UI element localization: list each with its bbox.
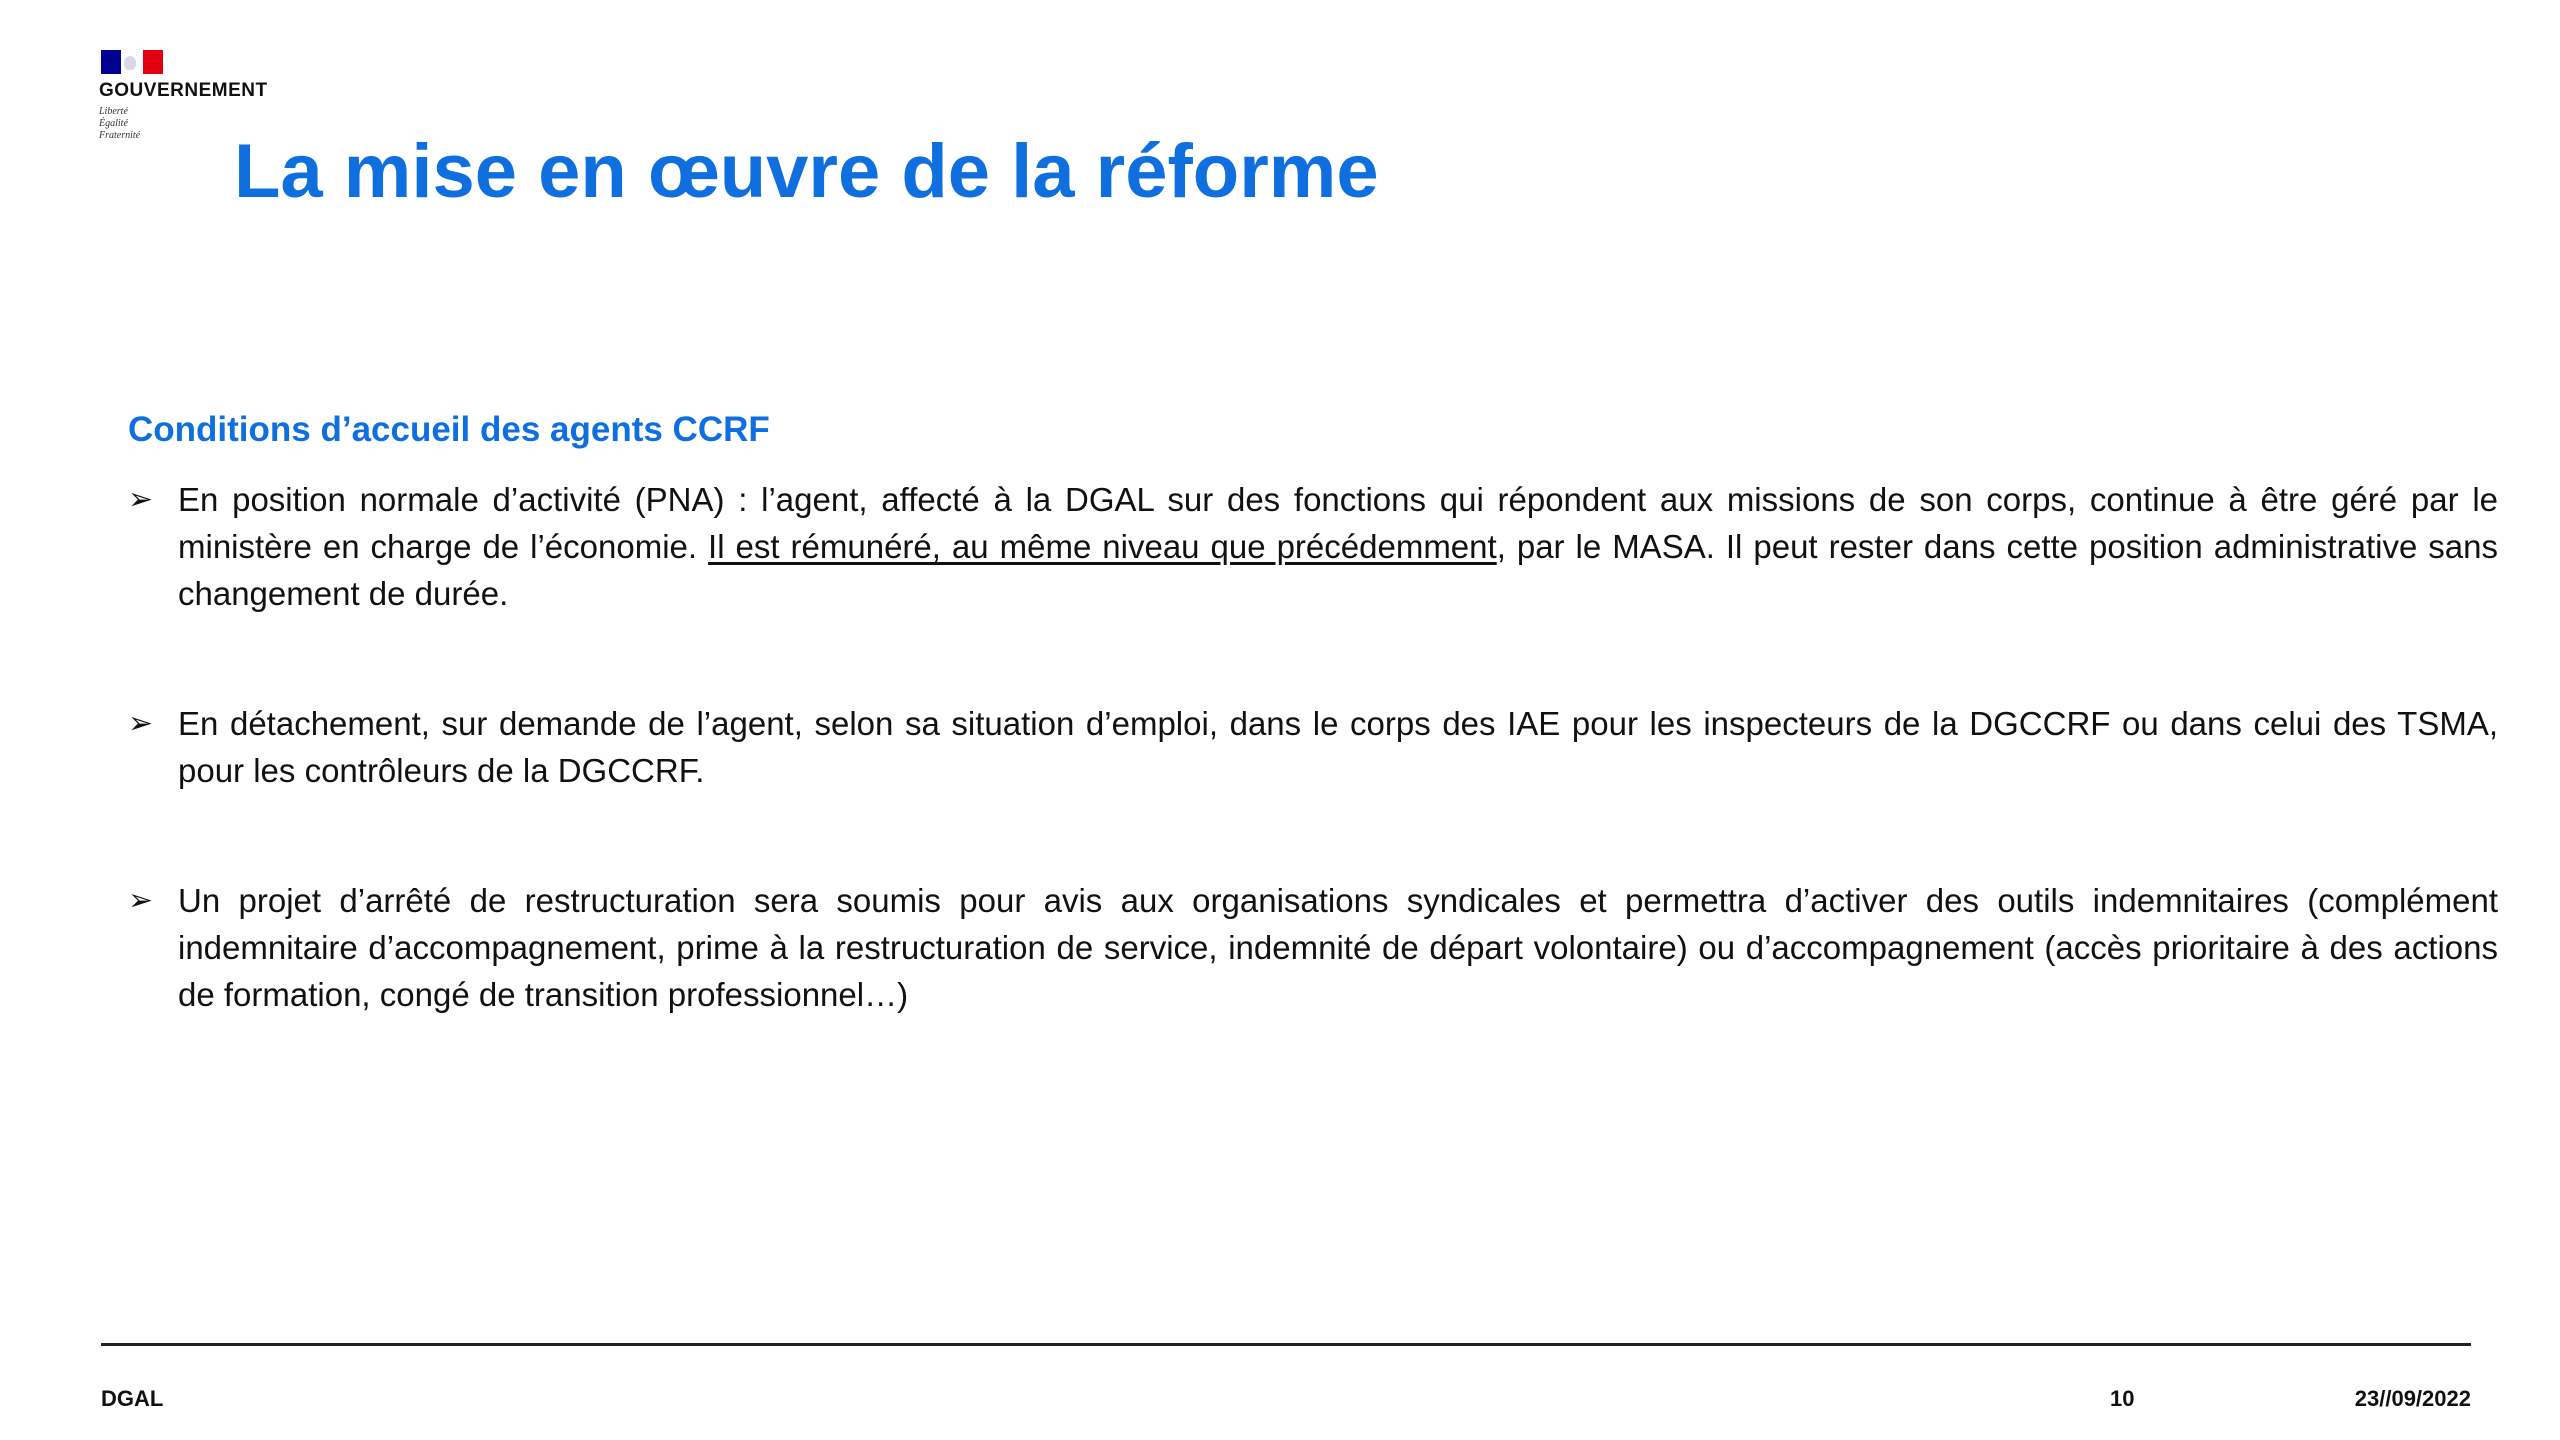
footer-divider bbox=[101, 1343, 2471, 1346]
bullet-restructuration-text: Un projet d’arrêté de restructuration sera soumis pour avis aux organisations syndicales et permettra d’activer des outils indemnitaires (complément indemnitaire d’accompagnement, prime à la restructuration de service, indemnité de départ volontaire) ou d’accompagnement (accès prioritaire à des actions de formation, congé de transition professionnel…) bbox=[178, 882, 2498, 1013]
arrow-bullet-icon: ➢ bbox=[128, 707, 154, 740]
bullet-detachement-text: En détachement, sur demande de l’agent, selon sa situation d’emploi, dans le corps des IAE pour les inspecteurs de la DGCCRF ou dans celui des TSMA, pour les contrôleurs de la DGCCRF. bbox=[178, 705, 2498, 789]
motto-fraternite: Fraternité bbox=[99, 130, 141, 141]
arrow-bullet-icon: ➢ bbox=[128, 483, 154, 516]
bullet-detachement bbox=[128, 700, 2498, 794]
footer-organization: DGAL bbox=[101, 1386, 164, 1411]
arrow-bullet-icon: ➢ bbox=[128, 884, 154, 917]
section-subtitle: Conditions d’accueil des agents CCRF bbox=[128, 410, 770, 449]
french-flag-icon bbox=[101, 50, 163, 74]
bullet-list bbox=[128, 476, 2498, 1018]
motto-egalite: Égalité bbox=[99, 118, 128, 129]
bullet-restructuration bbox=[128, 877, 2498, 1018]
slide-title: La mise en œuvre de la réforme bbox=[234, 129, 1379, 214]
footer-date: 23//09/2022 bbox=[2354, 1386, 2471, 1411]
bullet-pna-text-start: En position normale d’activité (PNA) : l’agent, affecté à la DGAL sur des fonctions qui répondent aux missions de son corps, continue à être géré par le ministère en charge de l’économie. bbox=[178, 481, 2498, 565]
bullet-pna-underlined-text: Il est rémunéré, au même niveau que précédemment bbox=[708, 528, 1497, 565]
bullet-pna bbox=[128, 476, 2498, 617]
government-name: GOUVERNEMENT bbox=[99, 80, 268, 101]
bullet-pna-text-end: , par le MASA. Il peut rester dans cette position administrative sans changement de durée. bbox=[178, 528, 2498, 612]
page-number: 10 bbox=[2110, 1386, 2135, 1411]
motto-liberte: Liberté bbox=[99, 106, 128, 117]
